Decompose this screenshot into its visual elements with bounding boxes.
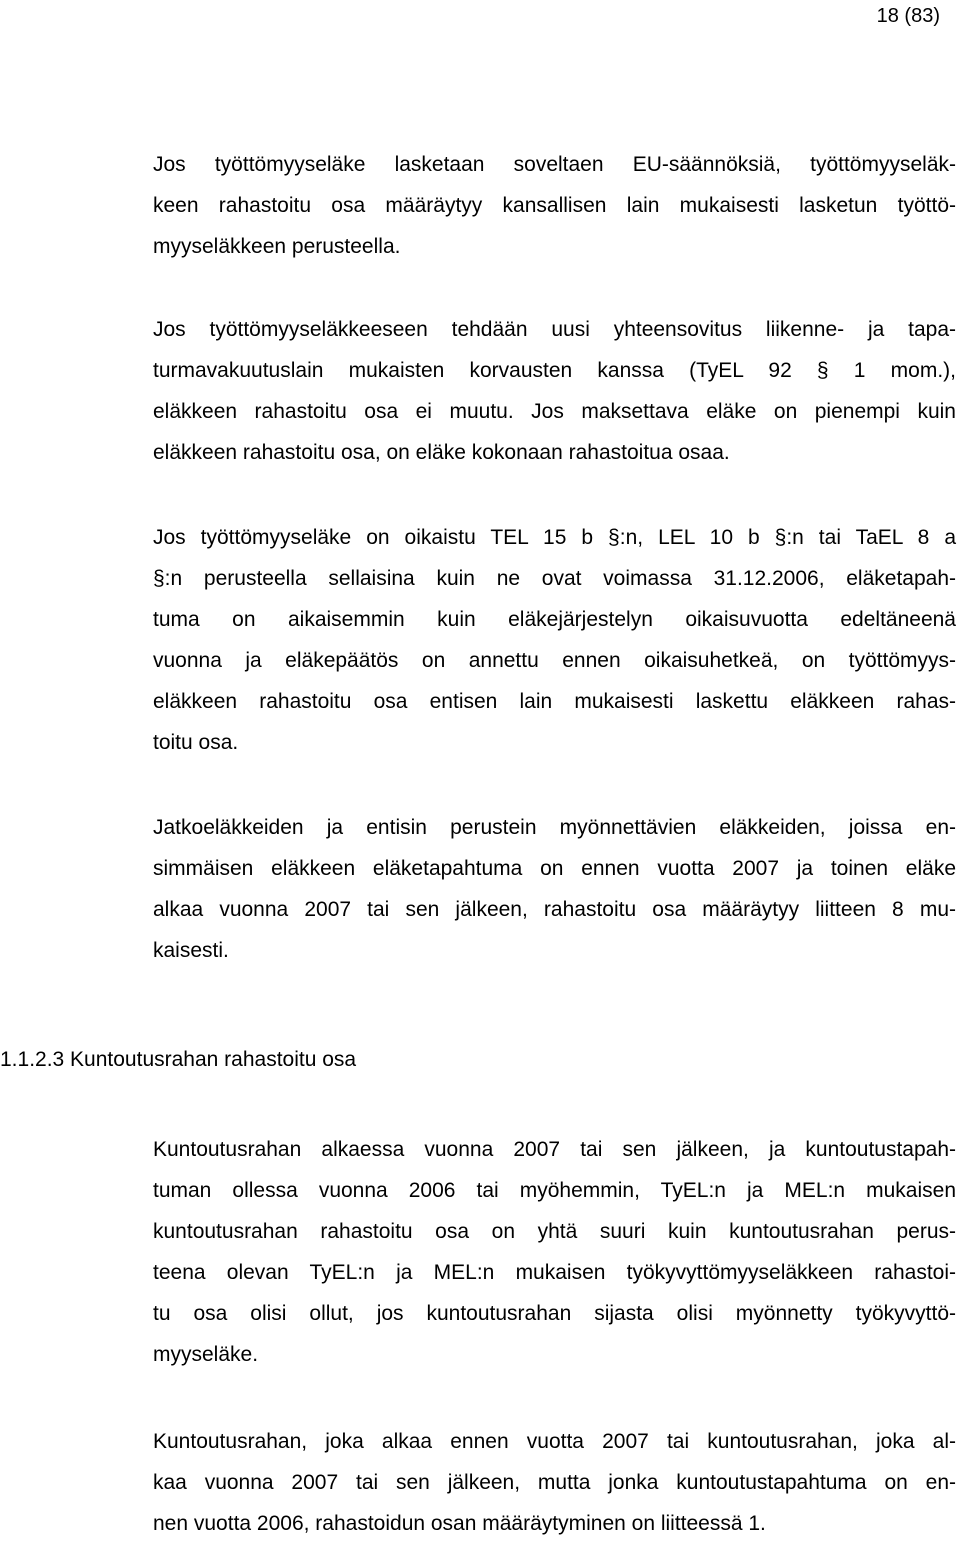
text-line: alkaa vuonna 2007 tai sen jälkeen, rahastoitu osa määräytyy liitteen 8 mu- [153, 898, 956, 921]
text-line: teena olevan TyEL:n ja MEL:n mukaisen työkyvyttömyyseläkkeen rahastoi- [153, 1261, 956, 1284]
text-line: simmäisen eläkkeen eläketapahtuma on ennen vuotta 2007 ja toinen eläke [153, 857, 956, 880]
text-line: tu osa olisi ollut, jos kuntoutusrahan sijasta olisi myönnetty työkyvyttö- [153, 1302, 956, 1325]
text-line: kuntoutusrahan rahastoitu osa on yhtä suuri kuin kuntoutusrahan perus- [153, 1220, 956, 1243]
text-line: tuman ollessa vuonna 2006 tai myöhemmin, TyEL:n ja MEL:n mukaisen [153, 1179, 956, 1202]
text-line: Kuntoutusrahan alkaessa vuonna 2007 tai sen jälkeen, ja kuntoutustapah- [153, 1138, 956, 1161]
text-line: kaa vuonna 2007 tai sen jälkeen, mutta jonka kuntoutustapahtuma on en- [153, 1471, 956, 1494]
text-line: Jos työttömyyseläkkeeseen tehdään uusi yhteensovitus liikenne- ja tapa- [153, 318, 956, 341]
text-line: kaisesti. [153, 939, 229, 962]
paragraph-adjusted-pension [153, 527, 956, 773]
text-line: toitu osa. [153, 731, 239, 754]
text-line: §:n perusteella sellaisina kuin ne ovat voimassa 31.12.2006, eläketapah- [153, 567, 956, 590]
text-line: nen vuotta 2006, rahastoidun osan määräytyminen on liitteessä 1. [153, 1512, 766, 1535]
paragraph-rehabilitation-allowance [153, 1139, 956, 1385]
text-line: Jos työttömyyseläke on oikaistu TEL 15 b §:n, LEL 10 b §:n tai TaEL 8 a [153, 526, 956, 549]
paragraph-rehabilitation-before-2007 [153, 1431, 956, 1554]
text-line: Jatkoeläkkeiden ja entisin perustein myönnettävien eläkkeiden, joissa en- [153, 816, 956, 839]
text-line: eläkkeen rahastoitu osa ei muutu. Jos maksettava eläke on pienempi kuin [153, 400, 956, 423]
text-line: Jos työttömyyseläke lasketaan soveltaen EU-säännöksiä, työttömyyseläk- [153, 153, 956, 176]
text-line: eläkkeen rahastoitu osa entisen lain mukaisesti laskettu eläkkeen rahas- [153, 690, 956, 713]
text-line: myyseläkkeen perusteella. [153, 235, 401, 258]
text-line: keen rahastoitu osa määräytyy kansallisen lain mukaisesti lasketun työttö- [153, 194, 956, 217]
paragraph-continuation-pensions [153, 817, 956, 981]
text-line: eläkkeen rahastoitu osa, on eläke kokonaan rahastoitua osaa. [153, 441, 730, 464]
paragraph-eu-rules [153, 154, 956, 277]
page-number: 18 (83) [876, 5, 940, 27]
text-line: vuonna ja eläkepäätös on annettu ennen oikaisuhetkeä, on työttömyys- [153, 649, 956, 672]
paragraph-coordination [153, 319, 956, 483]
text-line: myyseläke. [153, 1343, 259, 1366]
text-line: Kuntoutusrahan, joka alkaa ennen vuotta 2007 tai kuntoutusrahan, joka al- [153, 1430, 956, 1453]
section-heading: 1.1.2.3 Kuntoutusrahan rahastoitu osa [0, 1048, 357, 1071]
text-line: turmavakuutuslain mukaisten korvausten kanssa (TyEL 92 § 1 mom.), [153, 359, 956, 382]
text-line: tuma on aikaisemmin kuin eläkejärjestelyn oikaisuvuotta edeltäneenä [153, 608, 956, 631]
